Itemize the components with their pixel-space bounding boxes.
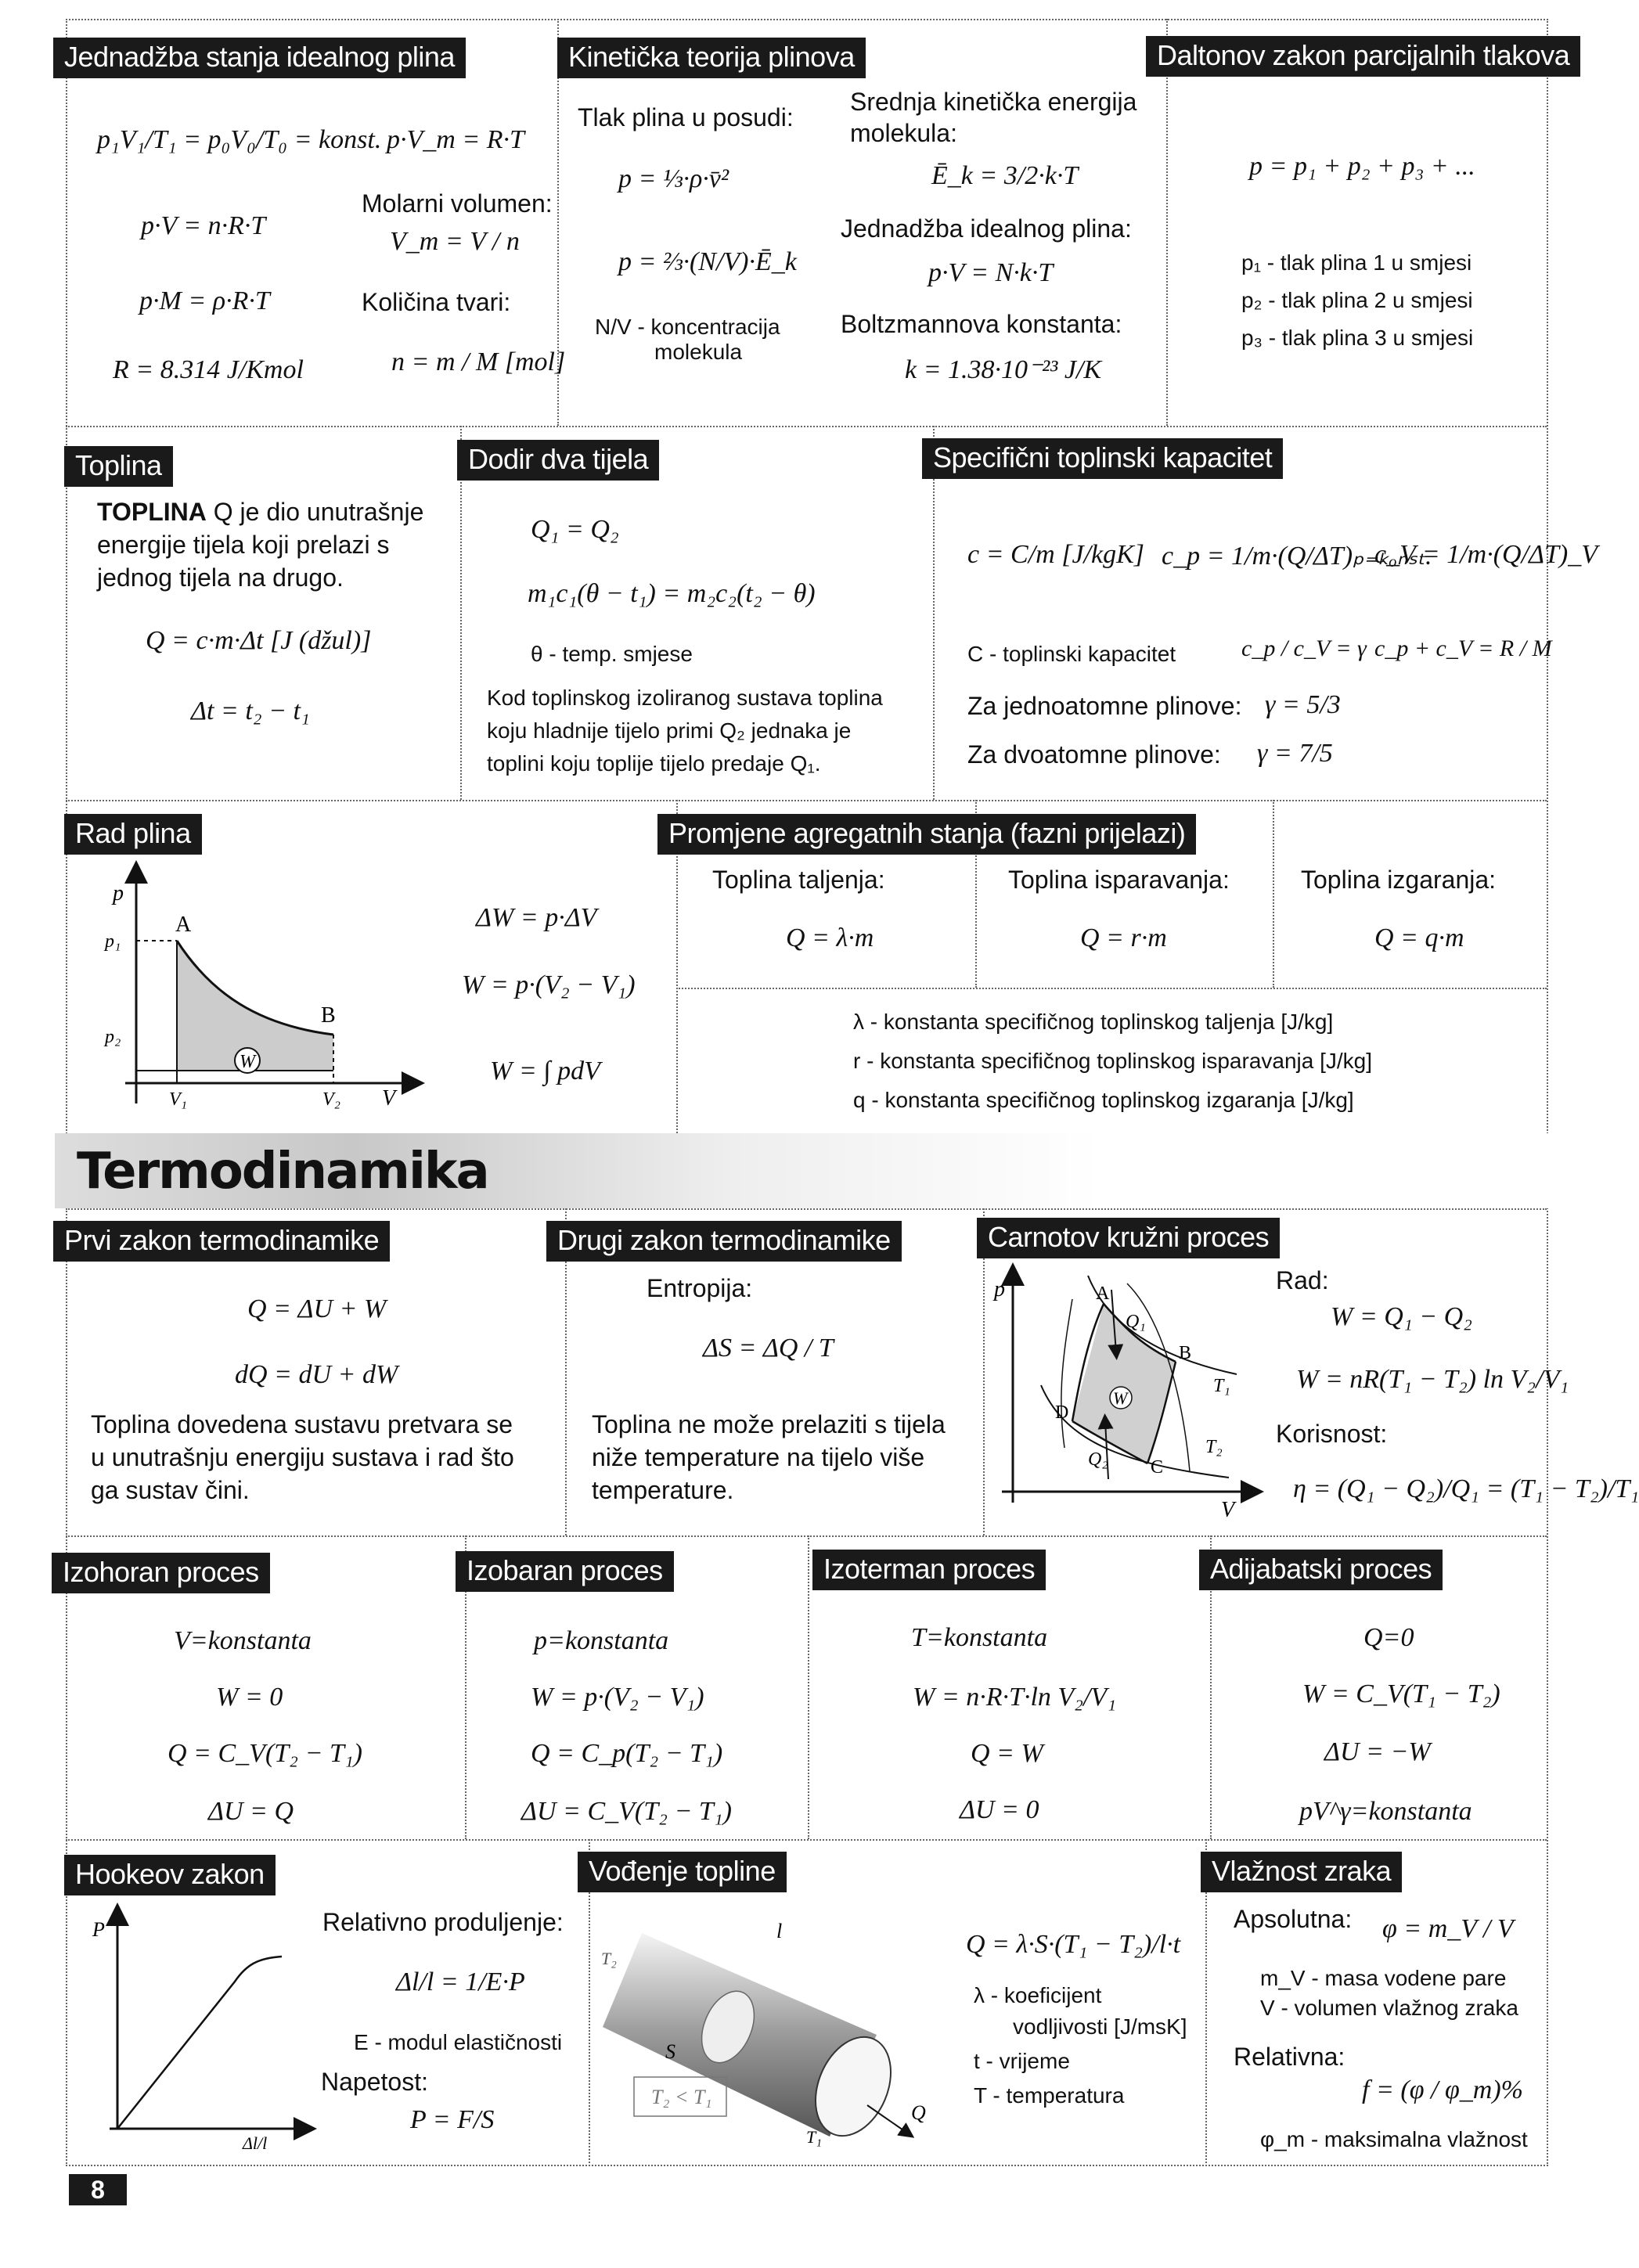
section-title: Kinetička teorija plinova (557, 38, 866, 78)
label: Za dvoatomne plinove: (967, 740, 1221, 769)
legend-line: p₂ - tlak plina 2 u smjesi (1241, 288, 1473, 312)
legend-line: r - konstanta specifičnog toplinskog isparavanja [J/kg] (853, 1049, 1373, 1073)
label: S (665, 2040, 675, 2063)
section-title: Izobaran proces (456, 1551, 674, 1592)
formula: p = ⅔·(N/V)·Ē_k (618, 247, 797, 276)
label: Q (911, 2101, 926, 2124)
formula: ΔW = p·ΔV (476, 903, 597, 932)
isotherm-label: T₁ (1213, 1376, 1230, 1396)
label: Jednadžba idealnog plina: (841, 214, 1132, 243)
section-title: Specifični toplinski kapacitet (922, 438, 1283, 479)
formula: γ = 7/5 (1257, 739, 1333, 768)
formula: Q = c·m·Δt [J (džul)] (146, 626, 372, 655)
formula: Q = r·m (1080, 923, 1167, 952)
label: Molarni volumen: (362, 189, 553, 218)
divider (1166, 19, 1168, 426)
page-number: 8 (69, 2174, 127, 2205)
formula: W = n·R·T·ln V₂/V₁ (913, 1683, 1117, 1712)
formula: Q = ΔU + W (247, 1294, 387, 1323)
formula: pV^γ=konstanta (1299, 1797, 1472, 1826)
formula: dQ = dU + dW (235, 1360, 398, 1389)
paragraph: energije tijela koji prelazi s (97, 531, 390, 559)
label: Entropija: (647, 1274, 753, 1302)
divider (66, 1839, 1547, 1841)
section-title: Vlažnost zraka (1201, 1852, 1402, 1892)
label: Relativna: (1234, 2043, 1345, 2071)
paragraph: Kod toplinskog izoliranog sustava toplina (487, 686, 883, 710)
point-label: B (1179, 1343, 1192, 1363)
divider (1273, 800, 1274, 988)
legend-line: t - vrijeme (974, 2049, 1070, 2073)
point-label: B (321, 1003, 336, 1028)
legend-line: q - konstanta specifičnog toplinskog izgaranja [J/kg] (853, 1088, 1354, 1112)
tick-label: p₂ (105, 1027, 121, 1047)
axis-label: p (113, 881, 124, 905)
divider (66, 1535, 1547, 1537)
formula: f = (φ / φ_m)% (1362, 2075, 1523, 2104)
section-title: Daltonov zakon parcijalnih tlakova (1146, 36, 1580, 77)
legend-line: λ - konstanta specifičnog toplinskog taljenja [J/kg] (853, 1010, 1334, 1034)
section-title: Jednadžba stanja idealnog plina (53, 38, 466, 78)
formula: Q = C_p(T₂ − T₁) (531, 1739, 723, 1768)
axis-label: Δl/l (243, 2133, 268, 2153)
label: Količina tvari: (362, 288, 511, 316)
legend-line: T - temperatura (974, 2083, 1125, 2108)
formula: m₁c₁(θ − t₁) = m₂c₂(t₂ − θ) (528, 579, 816, 608)
formula: W = C_V(T₁ − T₂) (1302, 1679, 1500, 1708)
formula: p·V = n·R·T (141, 211, 266, 240)
paragraph: u unutrašnju energiju sustava i rad što (91, 1443, 514, 1471)
formula: p=konstanta (534, 1626, 669, 1655)
column-title: Toplina isparavanja: (1008, 866, 1230, 894)
formula: T=konstanta (911, 1623, 1048, 1652)
formula: c_p = 1/m·(Q/ΔT)ₚ₌ₖₒₙₛₜ. (1162, 542, 1432, 571)
formula: p₁V₁/T₁ = p₀V₀/T₀ = konst. (97, 125, 382, 154)
label: Korisnost: (1276, 1420, 1388, 1448)
formula: p·M = ρ·R·T (139, 286, 270, 315)
divider (933, 426, 935, 800)
formula: p·V = N·k·T (928, 258, 1054, 287)
label: molekula: (850, 119, 957, 147)
note: N/V - koncentracija (595, 315, 780, 339)
divider (460, 426, 462, 800)
pv-diagram (102, 869, 423, 1111)
formula: Q = λ·S·(T₁ − T₂)/l·t (966, 1930, 1181, 1959)
carnot-diagram (994, 1268, 1260, 1522)
formula: k = 1.38·10⁻²³ J/K (905, 355, 1102, 384)
formula: V_m = V / n (390, 227, 520, 256)
formula: Δl/l = 1/E·P (396, 1967, 525, 1996)
label: Za jednoatomne plinove: (967, 692, 1242, 720)
conduction-diagram (595, 1910, 939, 2147)
section-title: Carnotov kružni proces (977, 1218, 1280, 1258)
paragraph: toplini koju toplije tijelo predaje Q₁. (487, 751, 821, 776)
divider (66, 426, 1547, 427)
axis-label: p (994, 1277, 1005, 1301)
section-title: Adijabatski proces (1199, 1550, 1443, 1590)
formula: W = Q₁ − Q₂ (1331, 1302, 1472, 1331)
label: Tlak plina u posudi: (578, 103, 794, 131)
formula: Q=0 (1363, 1623, 1414, 1652)
formula: c_V = 1/m·(Q/ΔT)_V (1374, 540, 1598, 569)
text: Q je dio unutrašnje (213, 498, 424, 526)
formula: ΔU = C_V(T₂ − T₁) (521, 1797, 732, 1826)
formula: φ = m_V / V (1382, 1914, 1514, 1943)
label: Apsolutna: (1234, 1905, 1353, 1933)
formula: W = p·(V₂ − V₁) (531, 1683, 704, 1712)
formula: W = ∫ pdV (490, 1057, 600, 1085)
formula: Q = λ·m (786, 923, 874, 952)
formula: c_p / c_V = γ (1241, 635, 1367, 661)
formula: W = p·(V₂ − V₁) (462, 970, 636, 999)
divider (676, 988, 1547, 989)
section-title: Promjene agregatnih stanja (fazni prijelazi) (657, 814, 1196, 855)
column-title: Toplina taljenja: (712, 866, 885, 894)
legend-line: p₁ - tlak plina 1 u smjesi (1241, 250, 1472, 275)
formula: c_p + c_V = R / M (1374, 635, 1552, 661)
paragraph: ga sustav čini. (91, 1476, 250, 1504)
note: θ - temp. smjese (531, 642, 693, 666)
formula: Q = q·m (1374, 923, 1464, 952)
point-label: A (1096, 1283, 1110, 1304)
note: E - modul elastičnosti (354, 2030, 563, 2054)
heat-label: Q₁ (1126, 1312, 1146, 1332)
isotherm-label: T₂ (1205, 1437, 1223, 1457)
legend-line: vodljivosti [J/msK] (1013, 2014, 1187, 2039)
legend-line: p₃ - tlak plina 3 u smjesi (1241, 326, 1474, 350)
label: Boltzmannova konstanta: (841, 310, 1122, 338)
point-label: A (175, 913, 192, 937)
section-title: Vođenje topline (578, 1852, 787, 1892)
note: molekula (654, 340, 743, 364)
label: Napetost: (321, 2068, 428, 2096)
formula: Δt = t₂ − t₁ (191, 697, 310, 725)
area-label: W (1113, 1388, 1128, 1408)
heat-label: Q₂ (1088, 1449, 1108, 1470)
tick-label: V₂ (322, 1089, 341, 1110)
label: Srednja kinetička energija (850, 88, 1137, 116)
formula: W = nR(T₁ − T₂) ln V₂/V₁ (1296, 1365, 1569, 1394)
formula: ΔS = ΔQ / T (703, 1334, 834, 1363)
formula: p = p₁ + p₂ + p₃ + ... (1249, 152, 1475, 181)
formula: n = m / M [mol] (391, 347, 566, 376)
formula: ΔU = −W (1324, 1737, 1431, 1766)
label: Rad: (1276, 1266, 1329, 1294)
section-title: Hookeov zakon (64, 1855, 276, 1895)
axis-label: V (1221, 1498, 1235, 1522)
tick-label: p₁ (105, 931, 121, 952)
area-label: W (240, 1052, 255, 1072)
paragraph: Toplina ne može prelaziti s tijela (592, 1410, 946, 1438)
formula: p = ⅓·ρ·v̄² (618, 164, 729, 193)
label: T₂ < T₁ (651, 2086, 712, 2108)
paragraph: Toplina dovedena sustavu pretvara se (91, 1410, 513, 1438)
formula: Q = C_V(T₂ − T₁) (168, 1739, 362, 1768)
label: Relativno produljenje: (322, 1908, 564, 1936)
paragraph: koju hladnije tijelo primi Q₂ jednaka je (487, 718, 852, 743)
formula: η = (Q₁ − Q₂)/Q₁ = (T₁ − T₂)/T₁ (1293, 1474, 1639, 1503)
column-title: Toplina izgaranja: (1301, 866, 1497, 894)
label: T₁ (806, 2127, 822, 2147)
formula: W = 0 (216, 1683, 283, 1712)
bold-term: TOPLINA (97, 498, 207, 526)
formula: Q = W (971, 1739, 1043, 1768)
legend-line: λ - koeficijent (974, 1983, 1102, 2007)
formula: γ = 5/3 (1265, 690, 1341, 719)
axis-label: P (92, 1918, 105, 1941)
legend-line: V - volumen vlažnog zraka (1260, 1996, 1518, 2020)
paragraph (97, 496, 423, 527)
formula: Ē_k = 3/2·k·T (931, 161, 1079, 190)
label: l (776, 1920, 783, 1942)
tick-label: V₁ (169, 1089, 188, 1110)
point-label: C (1151, 1457, 1164, 1478)
formula: V=konstanta (174, 1626, 312, 1655)
label: C - toplinski kapacitet (967, 642, 1176, 666)
formula: R = 8.314 J/Kmol (113, 355, 304, 384)
section-title: Prvi zakon termodinamike (53, 1221, 390, 1262)
stress-strain-diagram (86, 1910, 313, 2152)
formula: ΔU = Q (208, 1797, 294, 1826)
formula: ΔU = 0 (960, 1795, 1039, 1824)
divider (66, 1208, 1547, 1210)
legend-line: m_V - masa vodene pare (1260, 1966, 1507, 1990)
paragraph: jednog tijela na drugo. (97, 563, 344, 592)
axis-label: V (382, 1086, 396, 1111)
section-title: Izoterman proces (812, 1550, 1046, 1590)
section-title: Toplina (64, 446, 173, 487)
point-label: D (1055, 1402, 1069, 1423)
formula: p·V_m = R·T (387, 125, 524, 154)
divider (66, 800, 1547, 801)
section-title: Drugi zakon termodinamike (546, 1221, 902, 1262)
section-title: Rad plina (64, 814, 202, 855)
legend-line: φ_m - maksimalna vlažnost (1260, 2127, 1528, 2151)
paragraph: niže temperature na tijelo više (592, 1443, 925, 1471)
chapter-title: Termodinamika (77, 1143, 488, 1201)
label: T₂ (601, 1949, 617, 1968)
formula: c = C/m [J/kgK] (967, 540, 1144, 569)
formula: P = F/S (410, 2105, 495, 2134)
divider (808, 1535, 809, 1839)
section-title: Dodir dva tijela (457, 440, 659, 481)
section-title: Izohoran proces (52, 1553, 270, 1593)
paragraph: temperature. (592, 1476, 734, 1504)
formula: Q₁ = Q₂ (531, 515, 619, 544)
